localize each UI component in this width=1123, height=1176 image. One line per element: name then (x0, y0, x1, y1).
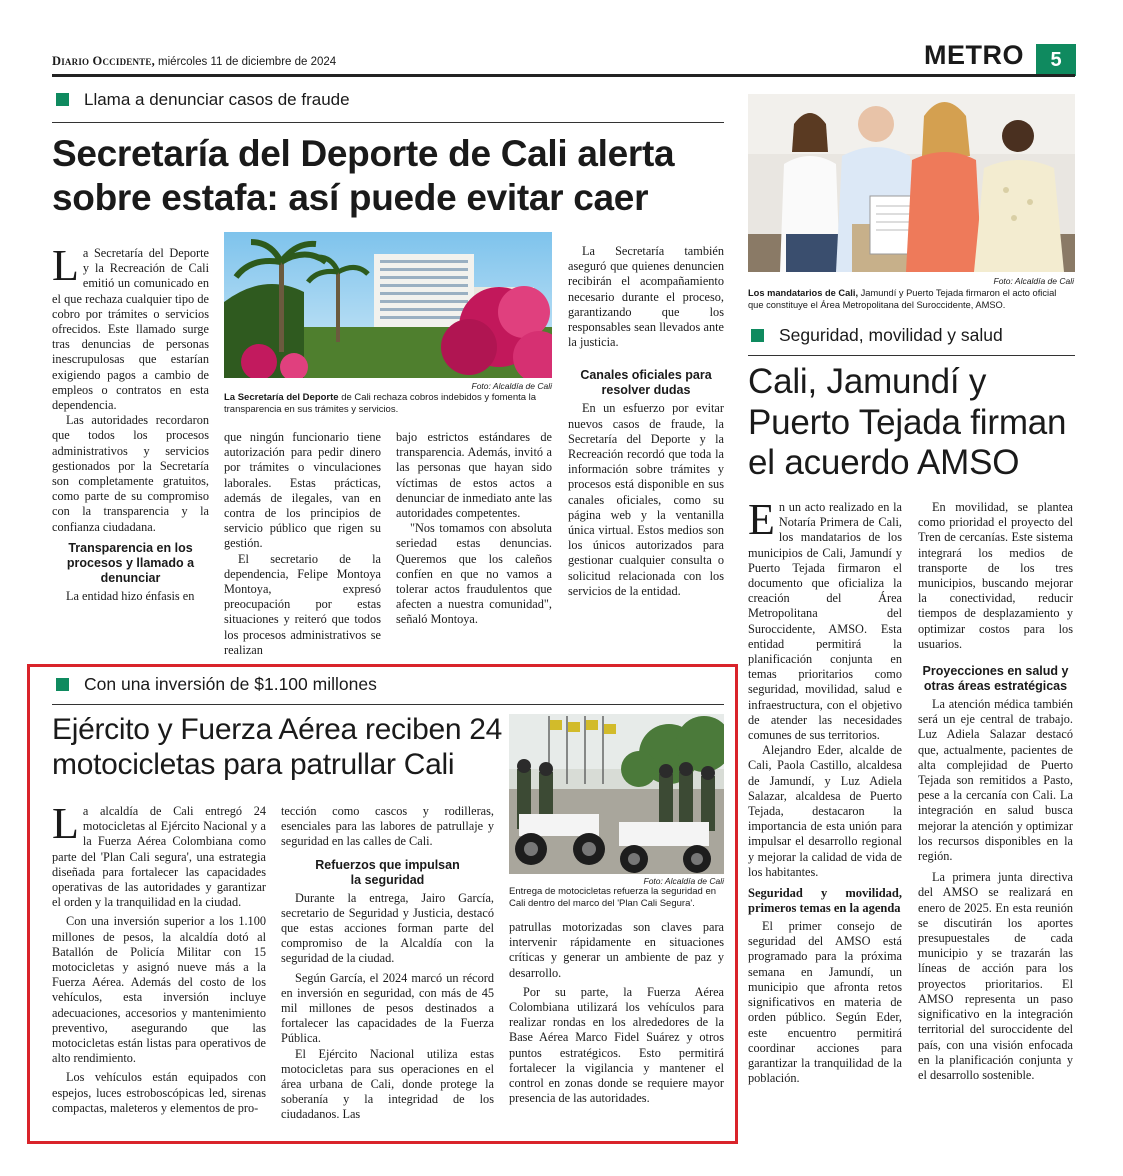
army-photo-caption: Entrega de motocicletas refuerza la seguridad en Cali dentro del marco del 'Plan Cali Segura'. (509, 886, 717, 909)
army-kicker-rule (52, 704, 724, 705)
amso-column-2: En movilidad, se plantea como prioridad el proyecto del Tren de cercanías. Este sistema integrará los medios de transporte de los tres municipios, buscando mejorar la conectividad, reducir tiempos de desplazamiento y optimizar costos para los usuarios. Proyecciones en salud y otras áreas estratégicas La atención médica también será un eje central de trabajo. Luz Adiela Salazar destacó que, actualmente, pacientes de alta complejidad de Puerto Tejada son remitidos a Pasto, pese a la cercanía con Cali. La integración en salud busca mejorar la atención y optimizar los recursos disponibles en la región. La primera junta directiva del AMSO se realizará en enero de 2025. En esta reunión se discutirán los aportes presupuestales de cada municipio y se trazarán las líneas de acción para los proyectos prioritarios. El AMSO representa un paso significativo en la integración territorial del suroccidente del país, con una visión enfocada en la planificación conjunta y el desarrollo sostenible. (918, 500, 1073, 1082)
army-headline: Ejército y Fuerza Aérea reciben 24 motocicletas para patrullar Cali (52, 713, 503, 781)
fraud-photo-credit: Foto: Alcaldía de Cali (471, 381, 552, 391)
fraud-photo (224, 232, 552, 378)
fraud-headline: Secretaría del Deporte de Cali alerta sobre estafa: así puede evitar caer (52, 133, 675, 218)
army-subhead-reinforcements: Refuerzos que impulsan la seguridad (315, 857, 460, 887)
fraud-subhead-channels: Canales oficiales para resolver dudas (580, 368, 712, 398)
amso-dropcap: E (748, 495, 775, 544)
army-column-2: tección como cascos y rodilleras, esenciales para las labores de patrullaje y seguridad en las calles de Cali. Refuerzos que impulsan la seguridad Durante la entrega, Jairo García, secretario de Seguridad y Justicia, destacó que estas acciones forman parte del compromiso de la Alcaldía con la seguridad de la ciudad. Según García, el 2024 marcó un récord en inversión en seguridad, con más de 45 mil millones de pesos destinados a fortalecer las capacidades de la Fuerza Pública. El Ejército Nacional utiliza estas motocicletas para sus operaciones en el área urbana de Cali, donde protege la soberanía y la integridad de los ciudadanos. Las (281, 804, 494, 1122)
amso-column-1: En un acto realizado en la Notaría Primera de Cali, los mandatarios de los municipios de Cali, Jamundí y Puerto Tejada firmaron el documento que oficializa la creación del Área Metropolitana del Suroccidente, AMSO. Esta entidad permitirá la planificación conjunta en temas prioritarios como seguridad, movilidad, salud e infraestructura, con el objetivo de atender las necesidades comunes de sus territorios. Alejandro Eder, alcalde de Cali, Paola Castillo, alcaldesa de Jamundí, y Luz Adiela Salazar, alcaldesa de Puerto Tejada, destacaron la importancia de esta unión para impulsar el desarrollo regional y mejorar la calidad de vida de los habitantes. Seguridad y movilidad, primeros temas en la agenda El primer consejo de seguridad del AMSO está programado para la próxima semana en Jamundí, un municipio que afronta retos significativos en materia de orden público. Según Eder, este encuentro permitirá coordinar acciones para garantizar la tranquilidad de la población. (748, 495, 902, 1086)
page-number: 5 (1036, 44, 1076, 76)
section-name: METRO (924, 40, 1024, 70)
amso-photo-credit: Foto: Alcaldía de Cali (993, 276, 1074, 286)
army-dropcap: L (52, 799, 79, 848)
issue-date: miércoles 11 de diciembre de 2024 (158, 56, 337, 68)
kicker-square-icon (751, 329, 764, 342)
fraud-column-3: bajo estrictos estándares de transparencia. Además, invitó a las personas que hayan sido víctimas de estos actos a denunciar de inmediato ante las autoridades competentes. "Nos tomamos con absoluta seriedad estas denuncias. Queremos que los caleños confíen en que no vamos a tolerar actos fraudulentos que afecten a nuestra comunidad", señaló Montoya. (396, 430, 552, 627)
amso-photo-caption: Los mandatarios de Cali, Jamundí y Puerto Tejada firmaron el acto oficial que constituye el Área Metropolitana del Suroccidente, AMSO. (748, 288, 1057, 310)
fraud-column-2: que ningún funcionario tiene autorización para pedir dinero por trámites o vinculaciones laborales. Estas prácticas, además de ilegales, van en contra de los principios de servicio público que rigen su gestión. El secretario de la dependencia, Felipe Montoya Montoya, expresó preocupación por estas situaciones y reiteró que todos los procesos administrativos se realizan (224, 430, 381, 657)
paper-name: Diario Occidente, (52, 54, 155, 68)
fraud-photo-caption: La Secretaría del Deporte de Cali rechaza cobros indebidos y fomenta la transparencia en sus trámites y servicios. (224, 392, 537, 415)
amso-subhead-health: Proyecciones en salud y otras áreas estratégicas (922, 664, 1069, 694)
fraud-kicker-rule (52, 122, 724, 123)
amso-kicker: Seguridad, movilidad y salud (751, 325, 1075, 346)
mayors-signing-image (748, 94, 1075, 272)
army-kicker: Con una inversión de $1.100 millones (56, 674, 726, 695)
motorcycles-image (509, 714, 724, 874)
amso-subhead-security: Seguridad y movilidad, primeros temas en la agenda (748, 886, 902, 916)
masthead (52, 40, 1076, 78)
kicker-square-icon (56, 93, 69, 106)
amso-headline: Cali, Jamundí y Puerto Tejada firman el acuerdo AMSO (748, 362, 1067, 482)
amso-kicker-rule (748, 355, 1075, 356)
building-garden-image (224, 232, 552, 378)
amso-photo (748, 94, 1075, 272)
army-photo (509, 714, 724, 874)
fraud-column-4: La Secretaría también aseguró que quienes denuncien recibirán el acompañamiento necesario durante el proceso, garantizando que los responsables sean llevados ante la justicia. Canales oficiales para resolver dudas En un esfuerzo por evitar nuevos casos de fraude, la Secretaría del Deporte y la Recreación recordó que toda la información sobre trámites y procesos está disponible en sus canales oficiales, como su página web y la ventanilla única virtual. Estos medios son los únicos autorizados para gestionar cualquier consulta o solicitud relacionada con los servicios de la entidad. (568, 244, 724, 598)
fraud-column-1: La Secretaría del Deporte y la Recreación de Cali emitió un comunicado en el que rechaza cualquier tipo de cobro por trámites o servicios ofrecidos. Este llamado surge tras denuncias de personas inescrupulosas que estarían exigiendo pagos a cambio de empleos o contratos en esta dependencia. Las autoridades recordaron que todos los procesos administrativos y servicios gestionados por la Secretaría son completamente gratuitos, como parte de su compromiso con la transparencia y la confianza ciudadana. Transparencia en los procesos y llamado a denunciar La entidad hizo énfasis en (52, 241, 209, 603)
fraud-kicker: Llama a denunciar casos de fraude (56, 90, 724, 110)
army-column-3: patrullas motorizadas son claves para intervenir rápidamente en situaciones críticas y generar un ambiente de paz y desarrollo. Por su parte, la Fuerza Aérea Colombiana utilizará los vehículos para realizar rondas en los alrededores de la Base Aérea Marco Fidel Suárez y otros puntos estratégicos. Esto permitirá fortalecer la vigilancia y mantener el control en zonas donde se requiere mayor presencia de las autoridades. (509, 920, 724, 1106)
masthead-paper-date (52, 54, 336, 69)
kicker-square-icon (56, 678, 69, 691)
fraud-dropcap: L (52, 241, 79, 290)
fraud-subhead-transparency: Transparencia en los procesos y llamado a denunciar (66, 540, 195, 585)
masthead-rule (52, 74, 1075, 77)
army-photo-credit: Foto: Alcaldía de Cali (643, 876, 724, 886)
army-column-1: La alcaldía de Cali entregó 24 motocicletas al Ejército Nacional y a la Fuerza Aérea Colombiana como parte del 'Plan Cali segura', una estrategia diseñada para fortalecer las capacidades operativas de las autoridades y garantizar el orden y la tranquilidad en la ciudad. Con una inversión superior a los 1.100 millones de pesos, la alcaldía dotó al Batallón de Policía Militar con 15 motocicletas y asignó nueve más a la Fuerza Aérea. Además del costo de los vehículos, esta inversión incluye adecuaciones, accesorios y mantenimiento preventivo, asegurando que las motocicletas están listas para operativos de alto rendimiento. Los vehículos están equipados con espejos, luces estroboscópicas led, sirenas compactas, maleteros y elementos de pro- (52, 799, 266, 1115)
